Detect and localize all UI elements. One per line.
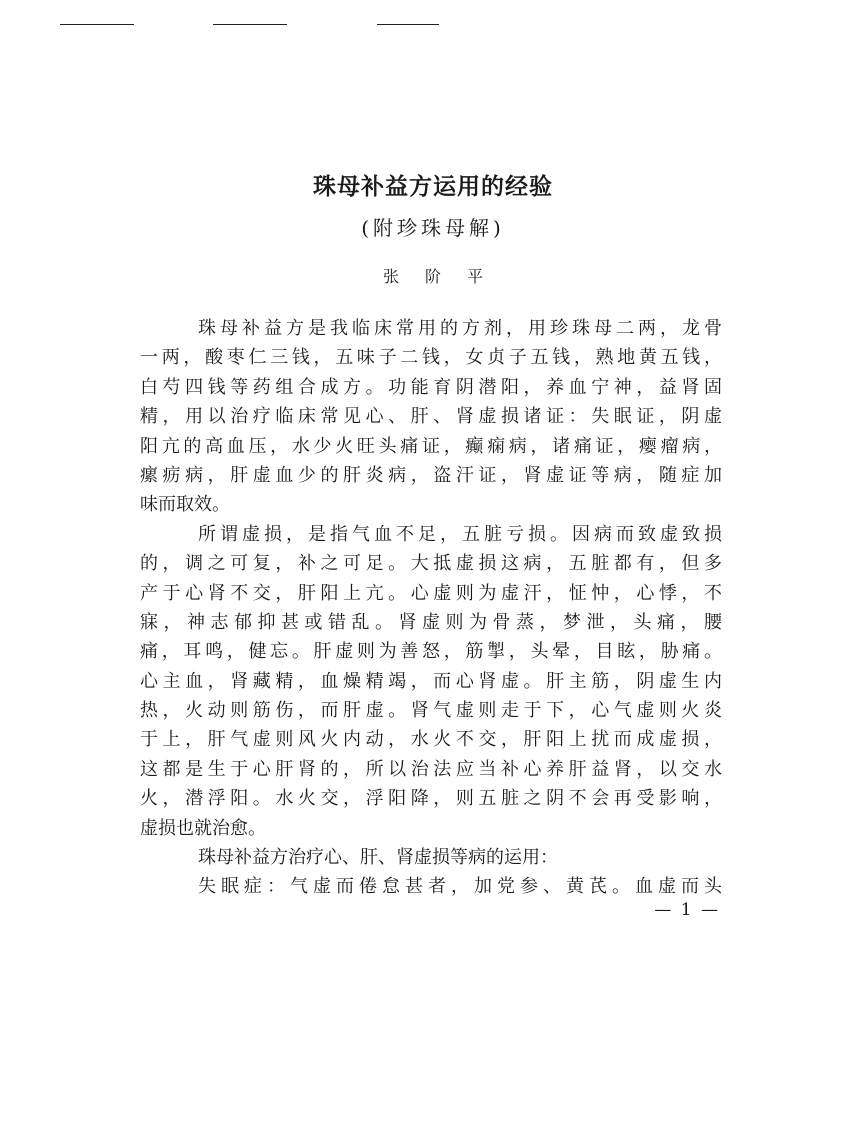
text-line: 心主血，肾藏精，血燥精竭，而心肾虚。肝主筋，阴虚生内 [140, 670, 722, 692]
header-rule-right [377, 24, 439, 25]
header-rule-left [60, 24, 134, 25]
text-line: 味而取效。 [140, 494, 230, 516]
text-line: 痛，耳鸣，健忘。肝虚则为善怒，筋掣，头晕，目眩，胁痛。 [140, 641, 722, 663]
text-line: 火，潜浮阳。水火交，浮阳降，则五脏之阴不会再受影响， [140, 788, 722, 810]
text-line: 瘰疬病，肝虚血少的肝炎病，盗汗证，肾虚证等病，随症加 [140, 464, 722, 486]
page-number: — 1 — [654, 900, 720, 920]
text-line: 寐，神志郁抑甚或错乱。肾虚则为骨蒸，梦泄，头痛，腰 [140, 611, 722, 633]
text-line: 所谓虚损，是指气血不足，五脏亏损。因病而致虚致损 [198, 523, 722, 545]
text-line: 虚损也就治愈。 [140, 817, 266, 839]
text-line: 一两，酸枣仁三钱，五味子二钱，女贞子五钱，熟地黄五钱， [140, 347, 722, 369]
text-line: 产于心肾不交，肝阳上亢。心虚则为虚汗，怔忡，心悸，不 [140, 582, 722, 604]
article-body [140, 314, 722, 902]
text-line: 于上，肝气虚则风火内动，水火不交，肝阳上扰而成虚损， [140, 729, 722, 751]
article-subtitle: (附珍珠母解) [361, 216, 505, 240]
header-rule-middle [213, 24, 287, 25]
text-line: 的，调之可复，补之可足。大抵虚损这病，五脏都有，但多 [140, 553, 722, 575]
text-line: 失眠症：气虚而倦怠甚者，加党参、黄芪。血虚而头 [198, 876, 722, 898]
text-line: 白芍四钱等药组合成方。功能育阴潜阳，养血宁神，益肾固 [140, 376, 722, 398]
text-line: 珠母补益方治疗心、肝、肾虚损等病的运用： [198, 847, 558, 869]
author-name: 张阶平 [382, 267, 509, 286]
article-title: 珠母补益方运用的经验 [313, 174, 553, 200]
text-line: 这都是生于心肝肾的，所以治法应当补心养肝益肾，以交水 [140, 758, 722, 780]
text-line: 热，火动则筋伤，而肝虚。肾气虚则走于下，心气虚则火炎 [140, 700, 722, 722]
text-line: 精，用以治疗临床常见心、肝、肾虚损诸证：失眠证，阴虚 [140, 406, 722, 428]
text-line: 阳亢的高血压，水少火旺头痛证，癫痫病，诸痛证，瘿瘤病， [140, 435, 722, 457]
text-line: 珠母补益方是我临床常用的方剂，用珍珠母二两，龙骨 [198, 318, 722, 339]
